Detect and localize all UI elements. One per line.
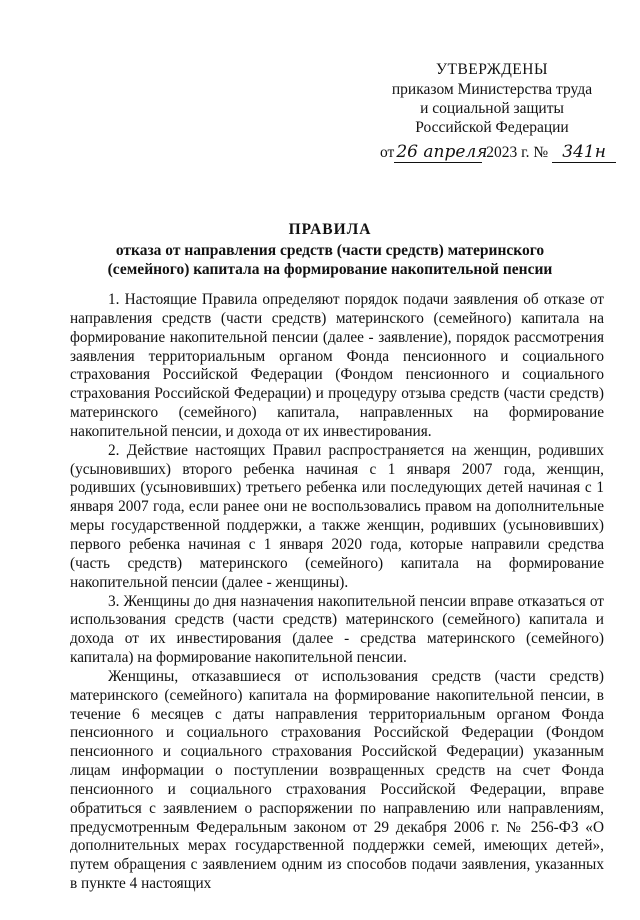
approval-stamp: [372, 60, 612, 137]
paragraph-4: Женщины, отказавшиеся от использования средств (части средств) материнского (семейного) капитала на формирование накопительной пенсии, в течение 6 месяцев с даты направления территориальным органом Фонда пенсионного и социального страхования Российской Федерации (Фондом пенсионного и социального страхования Российской Федерации) указанным лицам информации о поступлении возвращенных средств на счет Фонда пенсионного и социального страхования Российской Федерации, вправе обратиться с заявлением о распоряжении по направлению или направлениям, предусмотренным Федеральным законом от 29 декабря 2006 г. № 256-ФЗ «О дополнительных мерах государственной поддержки семей, имеющих детей», путем обращения с заявлением одним из способов подачи заявления, указанных в пункте 4 настоящих: [70, 667, 604, 893]
title-sub-line-1: отказа от направления средств (части средств) материнского: [115, 242, 545, 259]
paragraph-1: 1. Настоящие Правила определяют порядок подачи заявления об отказе от направления средств (части средств) материнского (семейного) капитала на формирование накопительной пенсии (далее - заявление), порядок рассмотрения заявления территориальным органом Фонда пенсионного и социального страхования Российской Федерации (Фондом пенсионного и социального страхования Российской Федерации) и процедуру отзыва средств (части средств) материнского (семейного) капитала, направленных на формирование накопительной пенсии, и дохода от их инвестирования.: [70, 291, 604, 440]
order-reference: [380, 142, 620, 163]
paragraph-2: 2. Действие настоящих Правил распространяется на женщин, родивших (усыновивших) второго ребенка начиная с 1 января 2007 года, женщин, родивших (усыновивших) третьего ребенка или последующих детей начиная с 1 января 2007 года, если ранее они не воспользовались правом на дополнительные меры государственной поддержки, а также женщин, родивших (усыновивших) первого ребенка начиная с 1 января 2020 года, которые направили средства (часть средств) материнского (семейного) капитала на формирование накопительной пенсии (далее - женщины).: [70, 441, 604, 591]
order-year: 2023 г. №: [486, 144, 549, 161]
document-title: [60, 220, 600, 279]
approval-line-1: приказом Министерства труда: [391, 81, 593, 98]
approval-line-3: Российской Федерации: [415, 119, 569, 136]
document-body: [70, 291, 604, 894]
title-sub-line-2: (семейного) капитала на формирование накопительной пенсии: [107, 261, 553, 278]
approved-heading: УТВЕРЖДЕНЫ: [436, 61, 548, 78]
order-number-handwritten: 341н: [552, 142, 616, 163]
order-prefix: от: [380, 144, 395, 161]
title-main: ПРАВИЛА: [288, 221, 372, 238]
order-date-handwritten: 26 апреля: [396, 142, 488, 162]
paragraph-3: 3. Женщины до дня назначения накопительной пенсии вправе отказаться от использования средств (части средств) материнского (семейного) капитала и дохода от их инвестирования (далее - средства материнского (семейного) капитала) на формирование накопительной пенсии.: [70, 592, 604, 667]
approval-line-2: и социальной защиты: [420, 100, 564, 117]
